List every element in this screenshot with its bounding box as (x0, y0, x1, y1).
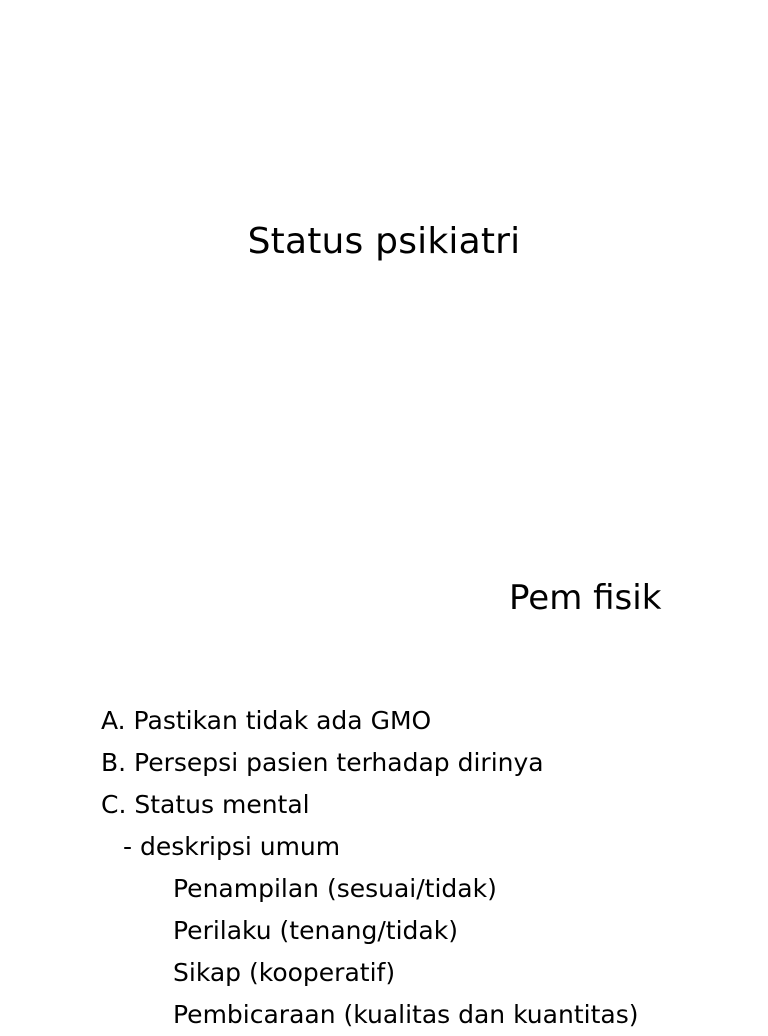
outline-item-b: B. Persepsi pasien terhadap dirinya (101, 748, 544, 777)
outline-detail-pembicaraan: Pembicaraan (kualitas dan kuantitas) (173, 1000, 639, 1029)
outline-subitem-deskripsi-umum: - deskripsi umum (123, 832, 341, 861)
outline-detail-sikap: Sikap (kooperatif) (173, 958, 396, 987)
outline-detail-penampilan: Penampilan (sesuai/tidak) (173, 874, 497, 903)
slide-title: Status psikiatri (247, 221, 521, 262)
outline-detail-perilaku: Perilaku (tenang/tidak) (173, 916, 458, 945)
section-heading-pem-fisik: Pem fisik (509, 578, 662, 618)
outline-item-c: C. Status mental (101, 790, 310, 819)
outline-list (101, 700, 638, 1036)
outline-item-a: A. Pastikan tidak ada GMO (101, 706, 432, 735)
